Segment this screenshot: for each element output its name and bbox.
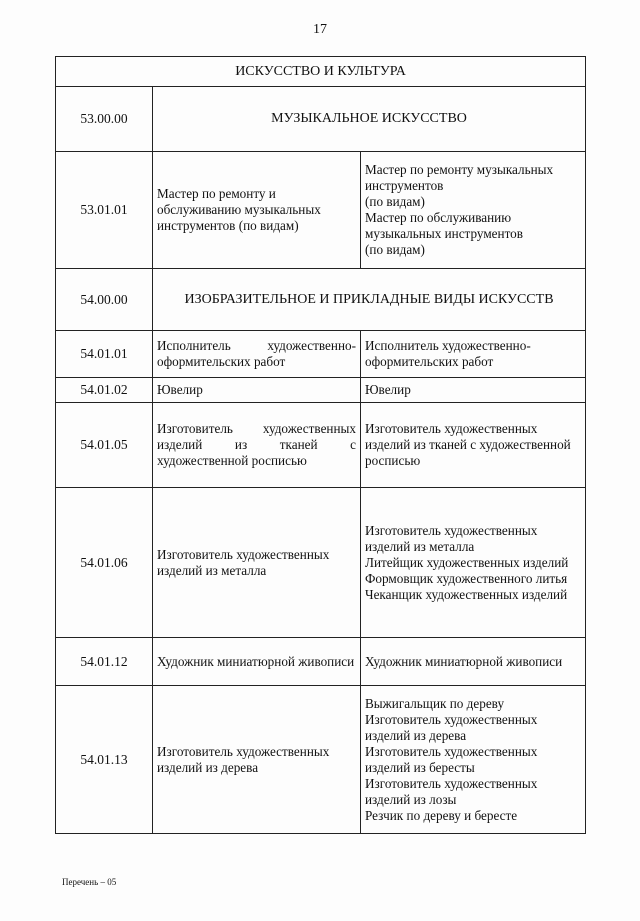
qualification-item: Изготовитель художественных изделий из лозы bbox=[365, 775, 538, 807]
group-row bbox=[56, 87, 586, 152]
row-code: 54.01.12 bbox=[56, 638, 153, 686]
profession-name: Изготовитель художественных изделий из тканей с художественной росписью bbox=[153, 403, 361, 488]
group-row bbox=[56, 269, 586, 331]
profession-name: Изготовитель художественных изделий из дерева bbox=[153, 686, 361, 834]
qualification-list bbox=[361, 378, 586, 403]
profession-name: Исполнитель художественно-оформительских работ bbox=[153, 331, 361, 378]
table-row bbox=[56, 403, 586, 488]
row-code: 53.01.01 bbox=[56, 152, 153, 269]
qualification-item: Изготовитель художественных изделий из бересты bbox=[365, 743, 538, 775]
table-row bbox=[56, 686, 586, 834]
qualification-item: (по видам) bbox=[365, 194, 425, 209]
qualification-list bbox=[361, 488, 586, 638]
group-title: МУЗЫКАЛЬНОЕ ИСКУССТВО bbox=[153, 87, 586, 152]
section-title: ИСКУССТВО И КУЛЬТУРА bbox=[56, 57, 586, 87]
qualification-item: Резчик по дереву и бересте bbox=[365, 807, 518, 823]
qualification-list bbox=[361, 686, 586, 834]
qualification-item: Мастер по обслуживанию музыкальных инструментов bbox=[365, 210, 523, 241]
table-row bbox=[56, 638, 586, 686]
qualification-item: Формовщик художественного литья bbox=[365, 570, 568, 586]
qualification-item: Чеканщик художественных изделий bbox=[365, 586, 568, 602]
qualification-item: Изготовитель художественных изделий из дерева bbox=[365, 711, 538, 743]
group-code: 53.00.00 bbox=[56, 87, 153, 152]
group-title: ИЗОБРАЗИТЕЛЬНОЕ И ПРИКЛАДНЫЕ ВИДЫ ИСКУССТВ bbox=[153, 269, 586, 331]
footer-note: Перечень – 05 bbox=[62, 877, 117, 887]
qualification-list bbox=[361, 403, 586, 488]
qualification-item: Изготовитель художественных изделий из металла bbox=[365, 522, 538, 554]
table-row bbox=[56, 152, 586, 269]
qualification-item: Литейщик художественных изделий bbox=[365, 554, 569, 570]
table-row bbox=[56, 378, 586, 403]
section-row bbox=[56, 57, 586, 87]
row-code: 54.01.05 bbox=[56, 403, 153, 488]
row-code: 54.01.06 bbox=[56, 488, 153, 638]
qualification-item: Ювелир bbox=[365, 382, 411, 397]
qualification-item: Изготовитель художественных изделий из тканей с художественной росписью bbox=[365, 421, 571, 468]
qualification-item: Выжигальщик по дереву bbox=[365, 695, 505, 711]
qualification-item: Исполнитель художественно-оформительских работ bbox=[365, 338, 531, 369]
qualification-item: Мастер по ремонту музыкальных инструментов bbox=[365, 162, 554, 193]
row-code: 54.01.13 bbox=[56, 686, 153, 834]
qualification-list bbox=[361, 152, 586, 269]
profession-name: Изготовитель художественных изделий из металла bbox=[153, 488, 361, 638]
occupations-table bbox=[55, 56, 586, 834]
profession-name: Ювелир bbox=[153, 378, 361, 403]
profession-name: Мастер по ремонту и обслуживанию музыкальных инструментов (по видам) bbox=[153, 152, 361, 269]
qualification-item: Художник миниатюрной живописи bbox=[365, 653, 563, 669]
page-number: 17 bbox=[313, 22, 327, 37]
profession-name: Художник миниатюрной живописи bbox=[153, 638, 361, 686]
row-code: 54.01.01 bbox=[56, 331, 153, 378]
group-code: 54.00.00 bbox=[56, 269, 153, 331]
qualification-list bbox=[361, 331, 586, 378]
row-code: 54.01.02 bbox=[56, 378, 153, 403]
qualification-list bbox=[361, 638, 586, 686]
table-row bbox=[56, 331, 586, 378]
qualification-item: (по видам) bbox=[365, 242, 425, 257]
table-row bbox=[56, 488, 586, 638]
